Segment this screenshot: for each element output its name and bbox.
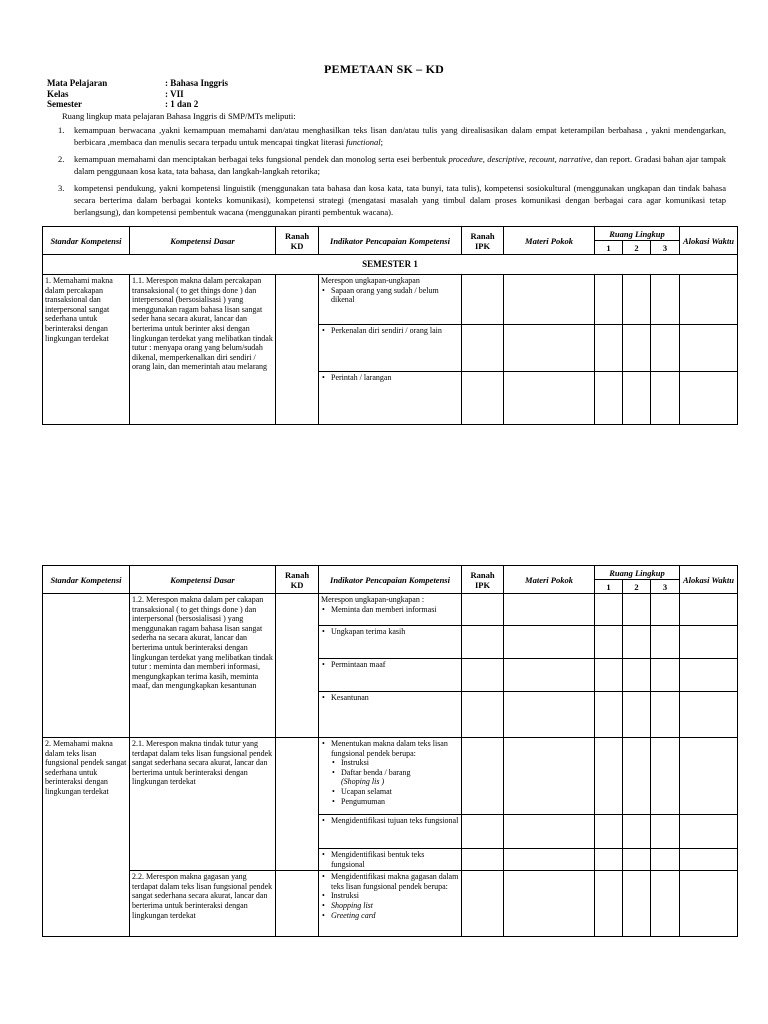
col-header-sk: Standar Kompetensi (43, 227, 130, 255)
meta-label: Semester (47, 99, 82, 109)
col-header-indikator: Indikator Pencapaian Kompetensi (319, 566, 462, 594)
col-header-kd: Kompetensi Dasar (130, 227, 276, 255)
indicator-cell: • Menentukan makna dalam teks lisan fungsional pendek berupa: • Instruksi • Daftar benda / barang (Shoping lis ) • Ucapan selamat • Pengumuman (319, 738, 462, 815)
scope-item: 3. kompetensi pendukung, yakni kompetensi linguistik (menggunakan tata bahasa dan kosa kata, tata bunyi, tata tulis), kompetensi sosiokultural (menggunakan ungkapan dan tindak bahasa secara berterima dalam berbagai konteks komunikasi), kompetensi strategi (mengatasi masalah yang timbul dalam proses komunikasi dengan berbagai cara agar komunikasi tetap berlangsung), dan kompetensi pembentuk wacana (menggunakan piranti pembentuk wacana). (58, 183, 726, 217)
meta-value: : VII (165, 89, 184, 99)
indicator-cell: Merespon ungkapan-ungkapan : • Meminta dan memberi informasi (319, 594, 462, 626)
kd-cell: 2.2. Merespon makna gagasan yang terdapat dalam teks lisan fungsional pendek sangat sederhana secara akurat, lancar dan berterima untuk berinteraksi dengan lingkungan terdekat (130, 871, 276, 937)
indicator-cell: Merespon ungkapan-ungkapan • Sapaan orang yang sudah / belum dikenal (319, 275, 462, 325)
col-header-r1: 1 (595, 241, 623, 255)
kd-cell: 2.1. Merespon makna tindak tutur yang terdapat dalam teks lisan fungsional pendek sangat sederhana secara akurat, lancar dan berterima untuk berinteraksi dengan lingkungan terdekat (130, 738, 276, 871)
indicator-cell: • Mengidentifikasi bentuk teks fungsional (319, 849, 462, 871)
scope-item: 1. kemampuan berwacana ,yakni kemampuan memahami dan/atau menghasilkan teks lisan dan/atau tulis yang direalisasikan dalam empat keterampilan berbahasa , yakni mendengarkan, berbicara ,membaca dan menulis secara terpadu untuk mencapai tingkat literasi functional; (58, 125, 726, 147)
col-header-materi: Materi Pokok (504, 227, 595, 255)
meta-label: Kelas (47, 89, 69, 99)
intro-text: Ruang lingkup mata pelajaran Bahasa Inggris di SMP/MTs meliputi: (62, 111, 296, 121)
kd-cell: 1.2. Merespon makna dalam per cakapan transaksional ( to get things done ) dan interpersonal (bersosialisasi ) yang menggunakan ragam bahasa lisan sangat sederha na secara akurat, lancar dan berterima untuk berinteraksi dengan lingkungan terdekat yang melibatkan tindak tutur : meminta dan memberi informasi, mengungkapkan terima kasih, meminta maaf, dan mengungkapkan kesantunan (130, 594, 276, 738)
meta-label: Mata Pelajaran (47, 78, 108, 88)
col-header-r1: 1 (595, 580, 623, 594)
col-header-indikator: Indikator Pencapaian Kompetensi (319, 227, 462, 255)
ranah-kd-cell (276, 871, 319, 937)
sk-cell-empty (43, 594, 130, 738)
meta-value: : Bahasa Inggris (165, 78, 229, 88)
scope-list (46, 124, 726, 223)
semester-label: SEMESTER 1 (43, 255, 738, 275)
indicator-cell: • Perintah / larangan (319, 372, 462, 425)
col-header-materi: Materi Pokok (504, 566, 595, 594)
kd-cell: 1.1. Merespon makna dalam percakapan transaksional ( to get things done ) dan interpersonal (bersosialisasi ) yang menggunakan ragam bahasa lisan sangat seder hana secara akurat, lancar dan berterima untuk berinter aksi dengan lingkungan terdekat yang melibatkan tindak tutur : menyapa orang yang belum/sudah dikenal, memperkenalkan diri sendiri / orang lain, dan memerintah atau melarang (130, 275, 276, 425)
col-header-r3: 3 (651, 580, 680, 594)
ranah-kd-cell (276, 594, 319, 738)
mapping-table-2 (42, 565, 738, 937)
page-title: PEMETAAN SK – KD (324, 62, 444, 76)
sk-cell: 1. Memahami makna dalam percakapan transaksional dan interpersonal sangat sederhana untuk berinteraksi dengan lingkungan terdekat (43, 275, 130, 425)
indicator-cell: • Permintaan maaf (319, 659, 462, 692)
sk-cell: 2. Memahami makna dalam teks lisan fungsional pendek sangat sederhana untuk berinteraksi dengan lingkungan terdekat (43, 738, 130, 937)
col-header-alokasi: Alokasi Waktu (680, 566, 738, 594)
col-header-r3: 3 (651, 241, 680, 255)
scope-item: 2. kemampuan memahami dan menciptakan berbagai teks fungsional pendek dan monolog serta esei berbentuk procedure, descriptive, recount, narrative, dan report. Gradasi bahan ajar tampak dalam penggunaan kosa kata, tata bahasa, dan langkah-langkah retorika; (58, 154, 726, 176)
ranah-kd-cell (276, 738, 319, 871)
indicator-cell: • Mengidentifikasi makna gagasan dalam teks lisan fungsional pendek berupa: • Instruksi • Shopping list • Greeting card (319, 871, 462, 937)
col-header-ranah-ipk: Ranah IPK (462, 227, 504, 255)
mapping-table-1 (42, 226, 738, 425)
col-header-r2: 2 (623, 241, 651, 255)
col-header-ranah-kd: Ranah KD (276, 566, 319, 594)
ranah-kd-cell (276, 275, 319, 425)
col-header-alokasi: Alokasi Waktu (680, 227, 738, 255)
col-header-sk: Standar Kompetensi (43, 566, 130, 594)
meta-value: : 1 dan 2 (165, 99, 199, 109)
col-header-ruang: Ruang Lingkup (595, 227, 680, 241)
indicator-cell: • Mengidentifikasi tujuan teks fungsional (319, 815, 462, 849)
indicator-cell: • Perkenalan diri sendiri / orang lain (319, 325, 462, 372)
col-header-kd: Kompetensi Dasar (130, 566, 276, 594)
col-header-ranah-ipk: Ranah IPK (462, 566, 504, 594)
col-header-ranah-kd: Ranah KD (276, 227, 319, 255)
indicator-cell: • Ungkapan terima kasih (319, 626, 462, 659)
col-header-ruang: Ruang Lingkup (595, 566, 680, 580)
col-header-r2: 2 (623, 580, 651, 594)
indicator-cell: • Kesantunan (319, 692, 462, 738)
